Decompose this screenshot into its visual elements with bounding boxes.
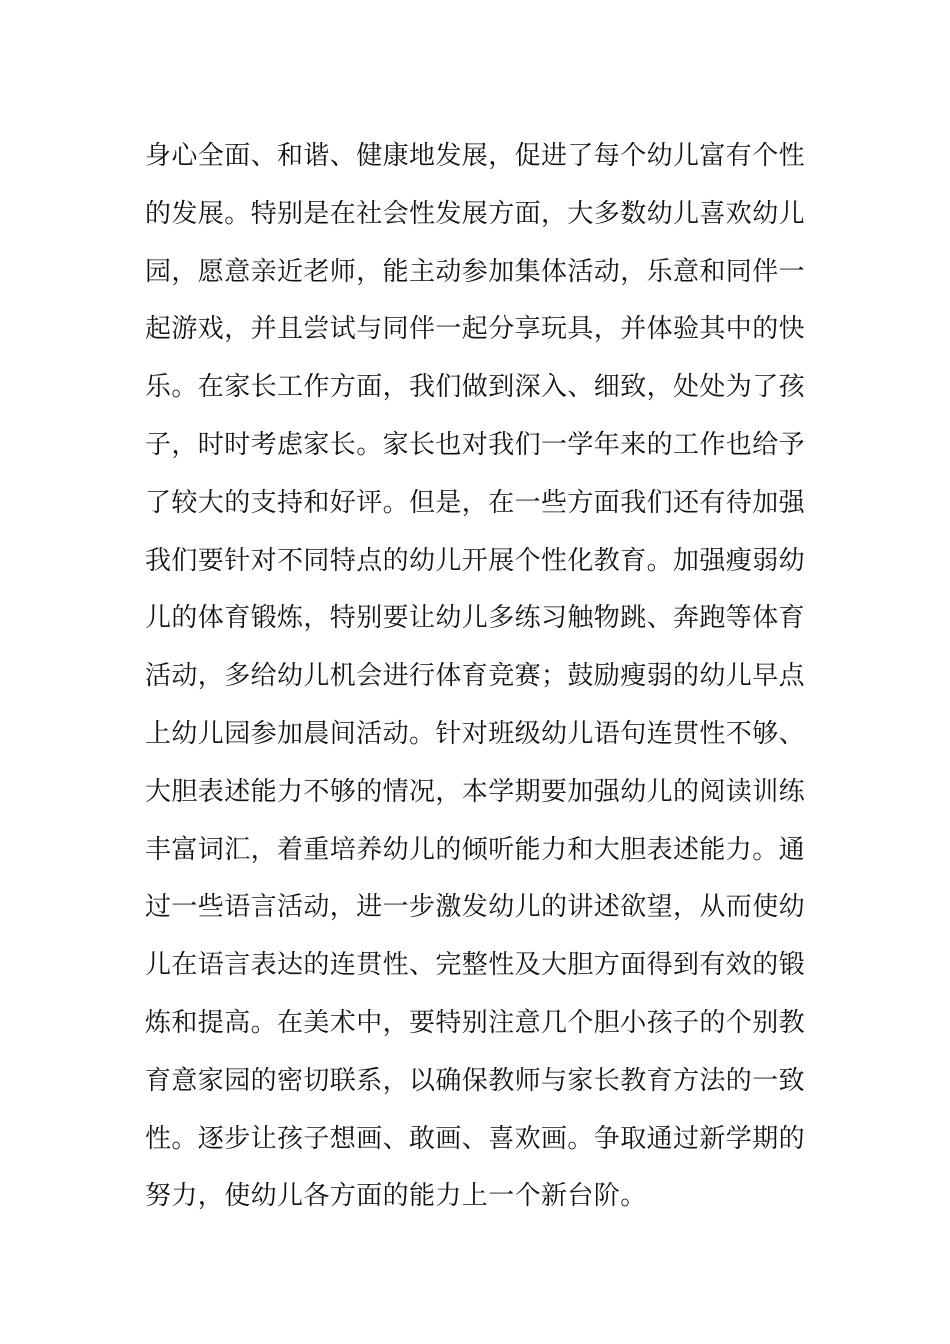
text-line-4: 起游戏，并且尝试与同伴一起分享玩具，并体验其中的快 [145, 314, 806, 345]
text-line-15: 儿在语言表达的连贯性、完整性及大胆方面得到有效的锻 [145, 950, 806, 981]
text-line-11: 上幼儿园参加晨间活动。针对班级幼儿语句连贯性不够、 [145, 718, 806, 749]
text-line-13: 丰富词汇，着重培养幼儿的倾听能力和大胆表述能力。通 [145, 834, 806, 865]
text-line-6: 子，时时考虑家长。家长也对我们一学年来的工作也给予 [145, 429, 806, 460]
text-line-19: 努力，使幼儿各方面的能力上一个新台阶。 [145, 1181, 647, 1212]
text-line-7: 了较大的支持和好评。但是，在一些方面我们还有待加强 [145, 487, 806, 518]
text-line-2: 的发展。特别是在社会性发展方面，大多数幼儿喜欢幼儿 [145, 198, 806, 229]
body-paragraph [145, 128, 825, 1226]
text-line-5: 乐。在家长工作方面，我们做到深入、细致，处处为了孩 [145, 372, 806, 403]
text-line-17: 育意家园的密切联系，以确保教师与家长教育方法的一致 [145, 1065, 806, 1096]
text-line-14: 过一些语言活动，进一步激发幼儿的讲述欲望，从而使幼 [145, 892, 806, 923]
text-line-1: 身心全面、和谐、健康地发展，促进了每个幼儿富有个性 [145, 141, 806, 171]
text-line-16: 炼和提高。在美术中，要特别注意几个胆小孩子的个别教 [145, 1007, 806, 1038]
text-line-9: 儿的体育锻炼，特别要让幼儿多练习触物跳、奔跑等体育 [145, 603, 806, 634]
text-line-10: 活动，多给幼儿机会进行体育竞赛；鼓励瘦弱的幼儿早点 [145, 661, 806, 692]
text-line-12: 大胆表述能力不够的情况，本学期要加强幼儿的阅读训练 [145, 776, 806, 807]
text-line-18: 性。逐步让孩子想画、敢画、喜欢画。争取通过新学期的 [145, 1123, 806, 1154]
text-line-8: 我们要针对不同特点的幼儿开展个性化教育。加强瘦弱幼 [145, 545, 806, 576]
text-line-3: 园，愿意亲近老师，能主动参加集体活动，乐意和同伴一 [145, 256, 806, 287]
